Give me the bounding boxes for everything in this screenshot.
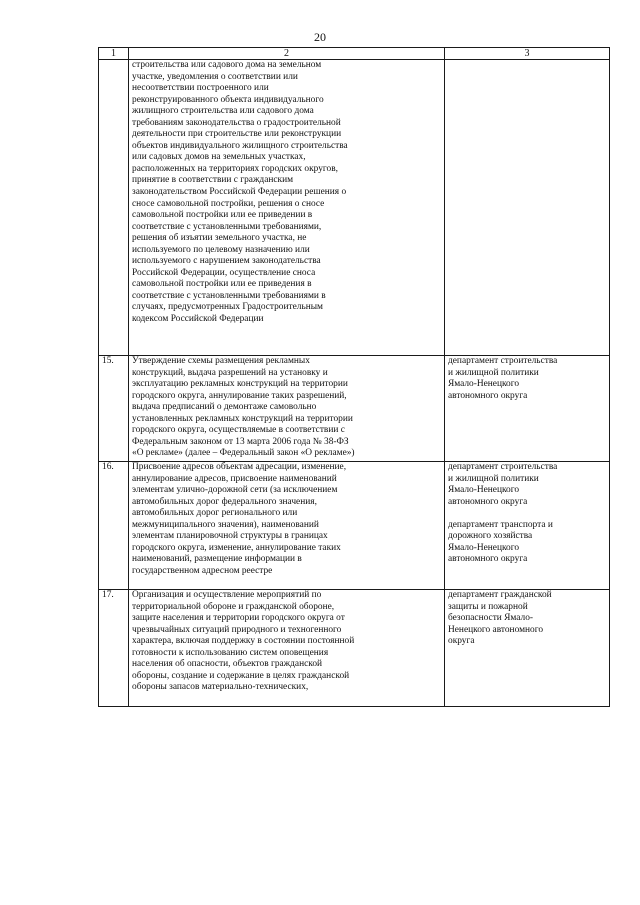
executor-line: Ямало-Ненецкого: [448, 542, 520, 553]
description-line: эксплуатацию рекламных конструкций на территории: [132, 379, 348, 390]
executor-line: автономного округа: [448, 554, 528, 565]
powers-table: [98, 47, 610, 707]
executor-line: департамент гражданской: [448, 590, 552, 600]
row-executor: [445, 356, 610, 462]
description-line: соответствие с установленными требованиями в: [132, 290, 326, 301]
description-line: конструкций, выдача разрешений на установку и: [132, 367, 328, 378]
description-line: обороны, создание и содержание в целях гражданской: [132, 670, 350, 681]
description-line: решения об изъятии земельного участка, не: [132, 233, 307, 244]
description-line: населения об опасности, объектов гражданской: [132, 659, 323, 670]
description-line: аннулирование адресов, присвоение наименований: [132, 473, 337, 484]
description-line: защите населения и территории городского округа от: [132, 613, 345, 624]
row-executor: [445, 590, 610, 707]
executor-line: департамент строительства: [448, 462, 558, 472]
row-description: [129, 356, 445, 462]
column-header-number: 1: [99, 48, 129, 60]
description-line: Присвоение адресов объектам адресации, изменение,: [132, 462, 347, 472]
description-line: кодексом Российской Федерации: [132, 314, 264, 325]
description-line: обороны запасов материально-технических,: [132, 682, 309, 693]
description-line: участке, уведомления о соответствии или: [132, 71, 298, 82]
description-line: чрезвычайных ситуаций природного и техногенного: [132, 624, 342, 635]
description-line: расположенных на территориях городских округов,: [132, 163, 338, 174]
description-line: элементам планировочной структуры в границах: [132, 531, 328, 542]
executor-line: Ненецкого автономного: [448, 624, 544, 635]
table-row-continued: [99, 60, 610, 356]
description-line: установленных рекламных конструкций на территории: [132, 413, 353, 424]
description-line: Федеральным законом от 13 марта 2006 года № 38-ФЗ: [132, 436, 349, 447]
executor-line: защиты и пожарной: [448, 601, 528, 612]
description-line: территориальной обороне и гражданской обороне,: [132, 601, 335, 612]
row-description: [129, 60, 445, 356]
page-number: 20: [314, 30, 326, 44]
description-line: самовольной постройки или ее приведения в: [132, 279, 312, 290]
description-line: автомобильных дорог регионального или: [132, 508, 298, 519]
row-number: 17.: [99, 590, 129, 707]
executor-line: Ямало-Ненецкого: [448, 485, 520, 496]
column-header-executor: 3: [445, 48, 610, 60]
executor-line: департамент строительства: [448, 356, 558, 366]
description-line: городского округа, осуществляемые в соответствии с: [132, 425, 345, 436]
executor-line: и жилищной политики: [448, 367, 539, 378]
description-line: автомобильных дорог федерального значения,: [132, 496, 317, 507]
description-line: государственном адресном реестре: [132, 565, 273, 576]
description-line: используемого с нарушением законодательства: [132, 256, 321, 267]
executor-line: округа: [448, 636, 475, 647]
executor-spacer: [448, 508, 606, 520]
executor-line: Ямало-Ненецкого: [448, 379, 520, 390]
description-line: Российской Федерации, осуществление сноса: [132, 267, 316, 278]
column-header-description: 2: [129, 48, 445, 60]
table-row: [99, 590, 610, 707]
table-header-row: [99, 48, 610, 60]
description-line: строительства или садового дома на земельном: [132, 60, 322, 70]
description-line: объектов индивидуального жилищного строительства: [132, 140, 348, 151]
description-line: сносе самовольной постройки, решения о сносе: [132, 198, 325, 209]
description-line: принятие в соответствии с гражданским: [132, 175, 294, 186]
executor-line: автономного округа: [448, 496, 528, 507]
description-line: реконструированного объекта индивидуального: [132, 94, 324, 105]
description-line: несоответствии построенного или: [132, 83, 269, 94]
row-number: [99, 60, 129, 356]
row-number: 15.: [99, 356, 129, 462]
description-line: Организация и осуществление мероприятий по: [132, 590, 322, 600]
row-description: [129, 590, 445, 707]
description-line: характера, включая поддержку в состоянии постоянной: [132, 636, 355, 647]
executor-line: дорожного хозяйства: [448, 531, 533, 542]
table-row: [99, 462, 610, 590]
description-line: деятельности при строительстве или реконструкции: [132, 129, 342, 140]
description-line: соответствие с установленными требованиями,: [132, 221, 322, 232]
description-line: наименований, размещение информации в: [132, 554, 302, 565]
table-row: [99, 356, 610, 462]
description-line: или садовых домов на земельных участках,: [132, 152, 306, 163]
description-line: самовольной постройки или ее приведении в: [132, 210, 313, 221]
description-line: законодательством Российской Федерации решения о: [132, 187, 347, 198]
executor-line: безопасности Ямало-: [448, 613, 534, 624]
description-line: элементам улично-дорожной сети (за исключением: [132, 485, 338, 496]
description-line: жилищного строительства или садового дома: [132, 106, 314, 117]
row-number: 16.: [99, 462, 129, 590]
description-line: городского округа, изменение, аннулирование таких: [132, 542, 341, 553]
description-line: выдача предписаний о демонтаже самовольно: [132, 402, 317, 413]
description-line: используемого по целевому назначению или: [132, 244, 310, 255]
description-line: городского округа, аннулирование таких разрешений,: [132, 390, 347, 401]
description-line: готовности к использованию систем оповещения: [132, 647, 329, 658]
row-executor: [445, 60, 610, 356]
executor-line: автономного округа: [448, 390, 528, 401]
executor-line: и жилищной политики: [448, 473, 539, 484]
executor-line: департамент транспорта и: [448, 519, 553, 530]
description-line: Утверждение схемы размещения рекламных: [132, 356, 310, 366]
description-line: требованиям законодательства о градостроительной: [132, 117, 341, 128]
description-line: «О рекламе» (далее – Федеральный закон «О рекламе»): [132, 448, 355, 459]
description-line: межмуниципального значения), наименований: [132, 519, 319, 530]
description-line: случаях, предусмотренных Градостроительным: [132, 302, 323, 313]
row-executor: [445, 462, 610, 590]
row-description: [129, 462, 445, 590]
